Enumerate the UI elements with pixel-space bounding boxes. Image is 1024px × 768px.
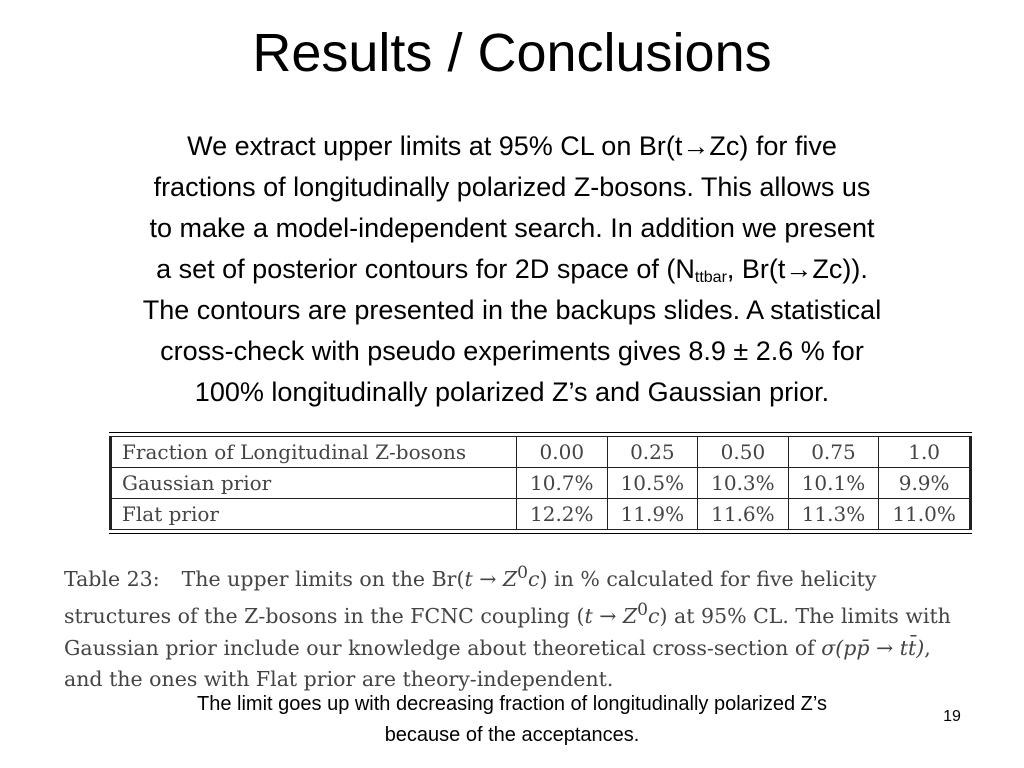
table-caption <box>64 558 1016 696</box>
caption-text: , <box>924 635 931 660</box>
caption-math: 0 <box>517 563 529 583</box>
upper-limits-grid <box>109 436 972 530</box>
caption-math: c <box>528 566 540 591</box>
caption-line <box>64 558 1016 595</box>
intro-line: cross-check with pseudo experiments gives 8.9 ± 2.6 % for <box>160 336 864 366</box>
slide-title: Results / Conclusions <box>252 23 772 83</box>
table-cell: 9.9% <box>879 468 971 499</box>
intro-paragraph <box>28 126 996 413</box>
caption-math: → <box>472 566 503 591</box>
caption-math: t <box>464 566 473 591</box>
intro-line: fractions of longitudinally polarized Z-bosons. This allows us <box>153 172 871 202</box>
caption-text: structures of the Z-bosons in the FCNC coupling ( <box>64 604 585 629</box>
intro-line-part: , Br(t→Zc)). <box>726 254 868 284</box>
page-number: 19 <box>943 708 961 725</box>
table-header-row <box>111 437 971 468</box>
footer-line: because of the acceptances. <box>384 724 640 746</box>
caption-math: σ(pp̄ → tt̄) <box>821 635 925 660</box>
upper-limits-table <box>109 432 972 534</box>
caption-math: 0 <box>637 600 649 621</box>
table-cell: 10.7% <box>517 468 608 499</box>
table-cell: 11.3% <box>788 499 879 530</box>
table-row-label: Gaussian prior <box>111 468 517 499</box>
intro-line: 100% longitudinally polarized Z’s and Gaussian prior. <box>194 377 830 407</box>
caption-text: The upper limits on the Br( <box>181 566 465 591</box>
intro-line: The contours are presented in the backups slides. A statistical <box>142 295 882 325</box>
caption-line <box>64 633 1016 665</box>
table-cell: 11.9% <box>607 499 698 530</box>
footer-note <box>100 689 924 751</box>
table-cell: 12.2% <box>517 499 608 530</box>
caption-text: ) in % calculated for five helicity <box>539 566 877 591</box>
table-cell: 11.6% <box>698 499 789 530</box>
table-header-cell: 0.25 <box>607 437 698 468</box>
intro-line: to make a model-independent search. In addition we present <box>149 213 875 243</box>
table-cell: 10.5% <box>607 468 698 499</box>
table-header-cell: 1.0 <box>879 437 971 468</box>
table-row <box>111 468 971 499</box>
intro-line: We extract upper limits at 95% CL on Br(t→Zc) for five <box>187 131 837 161</box>
intro-line-contours <box>28 249 996 290</box>
caption-math: Z <box>502 566 518 591</box>
table-header-cell: 0.00 <box>517 437 608 468</box>
caption-math: Z <box>622 604 638 629</box>
table-header-cell: 0.75 <box>788 437 879 468</box>
caption-line <box>64 595 1016 632</box>
table-cell: 10.3% <box>698 468 789 499</box>
table-cell: 11.0% <box>879 499 971 530</box>
caption-math: c <box>648 604 660 629</box>
table-header-label: Fraction of Longitudinal Z-bosons <box>111 437 517 468</box>
table-header-cell: 0.50 <box>698 437 789 468</box>
table-row <box>111 499 971 530</box>
caption-text: Gaussian prior include our knowledge about theoretical cross-section of <box>64 635 822 660</box>
ttbar-subscript: ttbar <box>694 269 727 286</box>
caption-text: ) at 95% CL. The limits with <box>659 604 951 629</box>
footer-line: The limit goes up with decreasing fraction of longitudinally polarized Z’s <box>197 693 827 715</box>
caption-line: and the ones with Flat prior are theory-independent. <box>64 667 614 692</box>
table-reference: Table 23: <box>64 566 160 591</box>
table-row-label: Flat prior <box>111 499 517 530</box>
caption-math: t <box>584 604 593 629</box>
intro-line-part: a set of posterior contours for 2D space of (N <box>156 254 695 284</box>
table-cell: 10.1% <box>788 468 879 499</box>
caption-math: → <box>592 604 623 629</box>
